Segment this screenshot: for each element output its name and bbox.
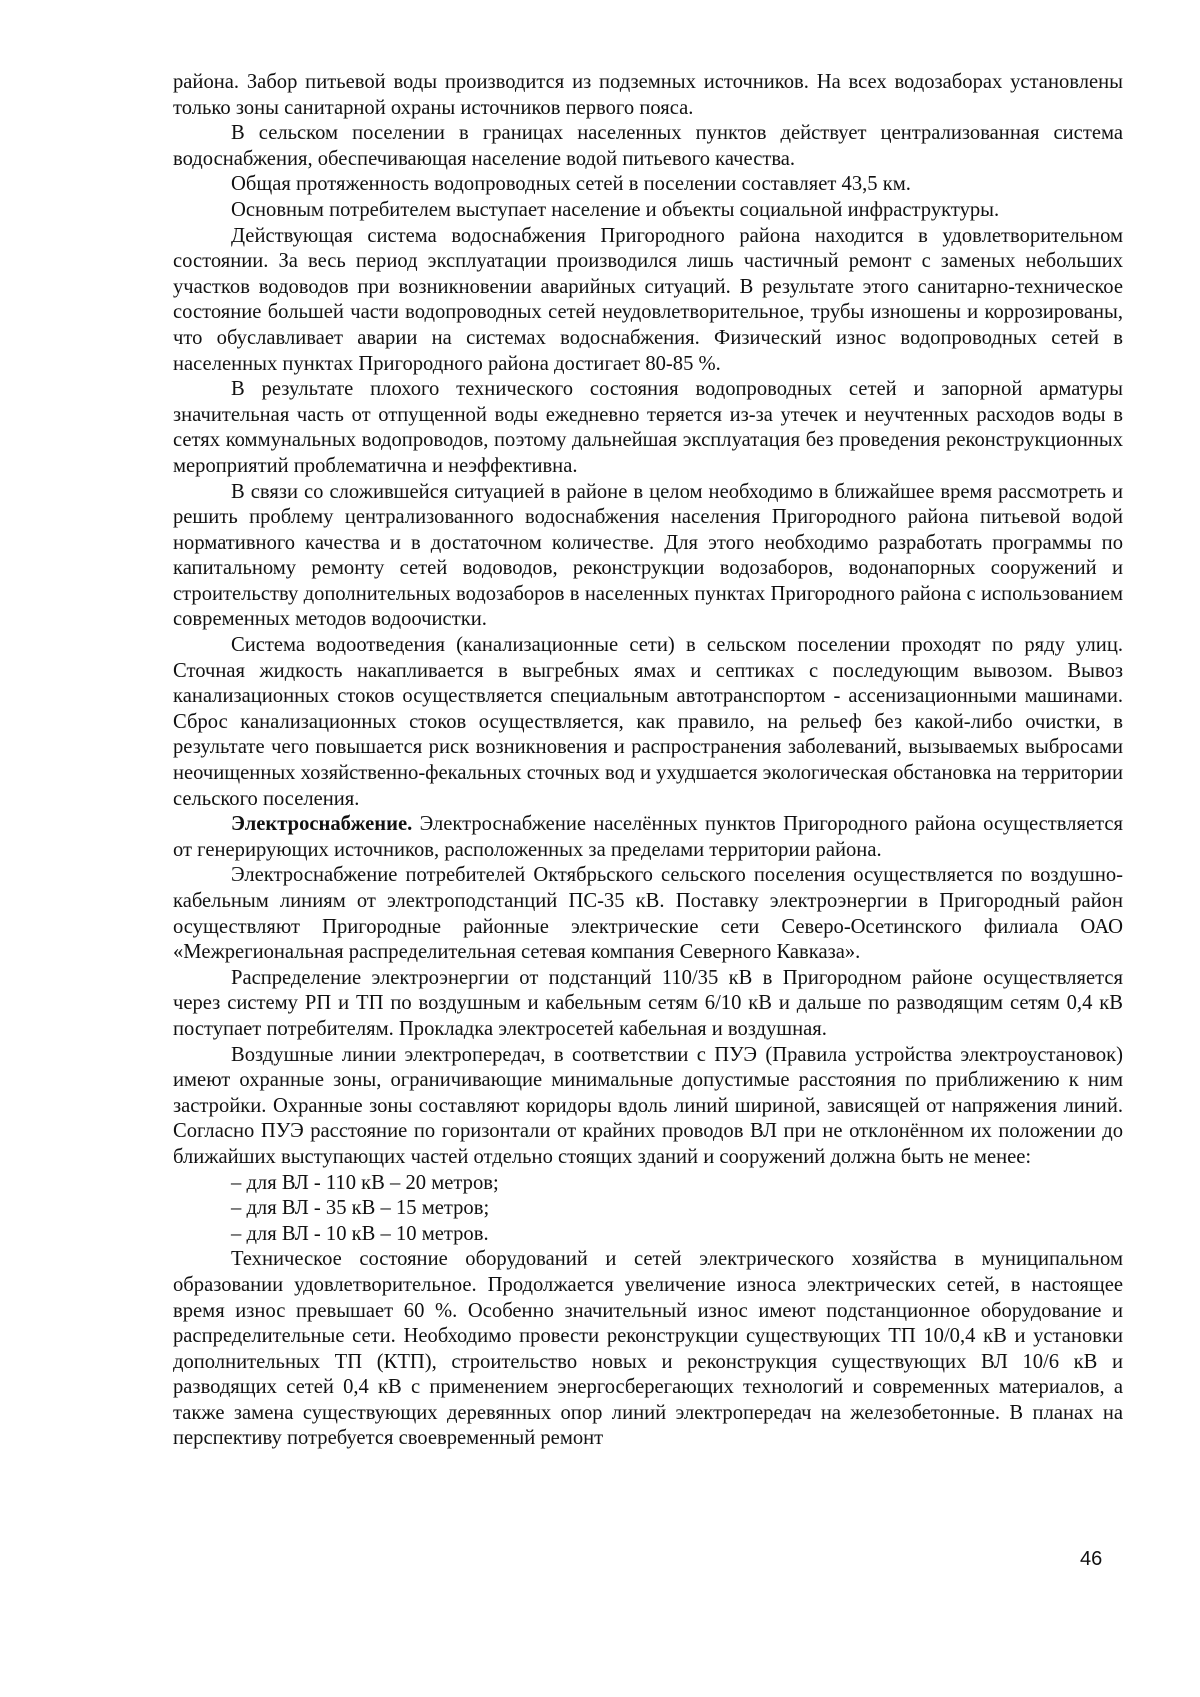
paragraph-water-losses: В результате плохого технического состояния водопроводных сетей и запорной арматуры значительная часть от отпущенной воды ежедневно теряется из-за утечек и неучтенных расходов воды в сетях коммунальных водопроводов, поэтому дальнейшая эксплуатация без проведения реконструкционных мероприятий проблематична и неэффективна. bbox=[173, 378, 1123, 477]
paragraph-electricity-supply-lines: Электроснабжение потребителей Октябрьского сельского поселения осуществляется по воздушно-кабельным линиям от электроподстанций ПС-35 кВ. Поставку электроэнергии в Пригородный район осуществляют Пригородные районные электрические сети Северо-Осетинского филиала ОАО «Межрегиональная распределительная сетевая компания Северного Кавказа». bbox=[173, 864, 1123, 964]
paragraph-electricity-distribution: Распределение электроэнергии от подстанций 110/35 кВ в Пригородном районе осуществляется через систему РП и ТП по воздушным и кабельным сетям 6/10 кВ и дальше по разводящим сетям 0,4 кВ поступает потребителям. Прокладка электросетей кабельная и воздушная. bbox=[173, 966, 1123, 1040]
paragraph-network-length: Общая протяженность водопроводных сетей в поселении составляет 43,5 км. bbox=[231, 173, 911, 196]
page-number: 46 bbox=[1080, 1548, 1103, 1570]
paragraph-electricity-text: Электроснабжение населённых пунктов Пригородного района осуществляется от генерирующих источников, расположенных за пределами территории района. bbox=[173, 813, 1123, 861]
paragraph-required-measures: В связи со сложившейся ситуацией в районе в целом необходимо в ближайшее время рассмотреть и решить проблему централизованного водоснабжения населения Пригородного района питьевой водой нормативного качества и в достаточном количестве. Для этого необходимо разработать программы по капитальному ремонту сетей водоводов, реконструкции водозаборов, водонапорных сооружений и строительству дополнительных водозаборов в населенных пунктах Пригородного района с использованием современных методов водоочистки. bbox=[173, 480, 1123, 631]
list-item: – для ВЛ - 35 кВ – 15 метров; bbox=[231, 1197, 490, 1220]
paragraph-sewerage: Система водоотведения (канализационные сети) в сельском поселении проходят по ряду улиц. Сточная жидкость накапливается в выгребных ямах и септиках с последующим вывозом. Вывоз канализационных стоков осуществляется специальным автотранспортом - ассенизационными машинами. Сброс канализационных стоков осуществляется, как правило, на рельеф без какой-либо очистки, в результате чего повышается риск возникновения и распространения заболеваний, вызываемых выбросами неочищенных хозяйственно-фекальных сточных вод и ухудшается экологическая обстановка на территории сельского поселения. bbox=[173, 634, 1123, 810]
paragraph-main-consumer: Основным потребителем выступает население и объекты социальной инфраструктуры. bbox=[231, 198, 1000, 221]
paragraph-system-condition: Действующая система водоснабжения Пригородного района находится в удовлетворительном состоянии. За весь период эксплуатации производился лишь частичный ремонт с заменых небольших участков водоводов при возникновении аварийных ситуаций. В результате этого санитарно-техническое состояние большей части водопроводных сетей неудовлетворительное, трубы изношены и коррозированы, что обуславливает аварии на системах водоснабжения. Физический износ водопроводных сетей в населенных пунктах Пригородного района достигает 80-85 %. bbox=[173, 224, 1123, 375]
section-heading-electricity: Электроснабжение. bbox=[231, 813, 413, 836]
document-body bbox=[173, 70, 1123, 1452]
paragraph-water-intake: района. Забор питьевой воды производится из подземных источников. На всех водозаборах установлены только зоны санитарной охраны источников первого пояса. bbox=[173, 71, 1123, 119]
paragraph-protection-zones: Воздушные линии электропередач, в соответствии с ПУЭ (Правила устройства электроустановок) имеют охранные зоны, ограничивающие минимальные допустимые расстояния по приближению к ним застройки. Охранные зоны составляют коридоры вдоль линий шириной, зависящей от напряжения линий. Согласно ПУЭ расстояние по горизонтали от крайних проводов ВЛ при не отклонённом их положении до ближайших выступающих частей отдельно стоящих зданий и сооружений должна быть не менее: bbox=[173, 1043, 1123, 1168]
paragraph-technical-condition: Техническое состояние оборудований и сетей электрического хозяйства в муниципальном образовании удовлетворительное. Продолжается увеличение износа электрических сетей, в настоящее время износ превышает 60 %. Особенно значительный износ имеют подстанционное оборудование и распределительные сети. Необходимо провести реконструкции существующих ТП 10/0,4 кВ и установки дополнительных ТП (КТП), строительство новых и реконструкция существующих ВЛ 10/6 кВ и разводящих сетей 0,4 кВ с применением энергосберегающих технологий и современных материалов, а также замена существующих деревянных опор линий электропередач на железобетонные. В планах на перспективу потребуется своевременный ремонт bbox=[173, 1248, 1123, 1450]
paragraph-centralized-supply: В сельском поселении в границах населенных пунктов действует централизованная система водоснабжения, обеспечивающая население водой питьевого качества. bbox=[173, 122, 1123, 170]
list-item: – для ВЛ - 10 кВ – 10 метров. bbox=[231, 1222, 489, 1245]
list-item: – для ВЛ - 110 кВ – 20 метров; bbox=[231, 1171, 499, 1194]
paragraph-electricity-intro bbox=[173, 812, 1123, 863]
